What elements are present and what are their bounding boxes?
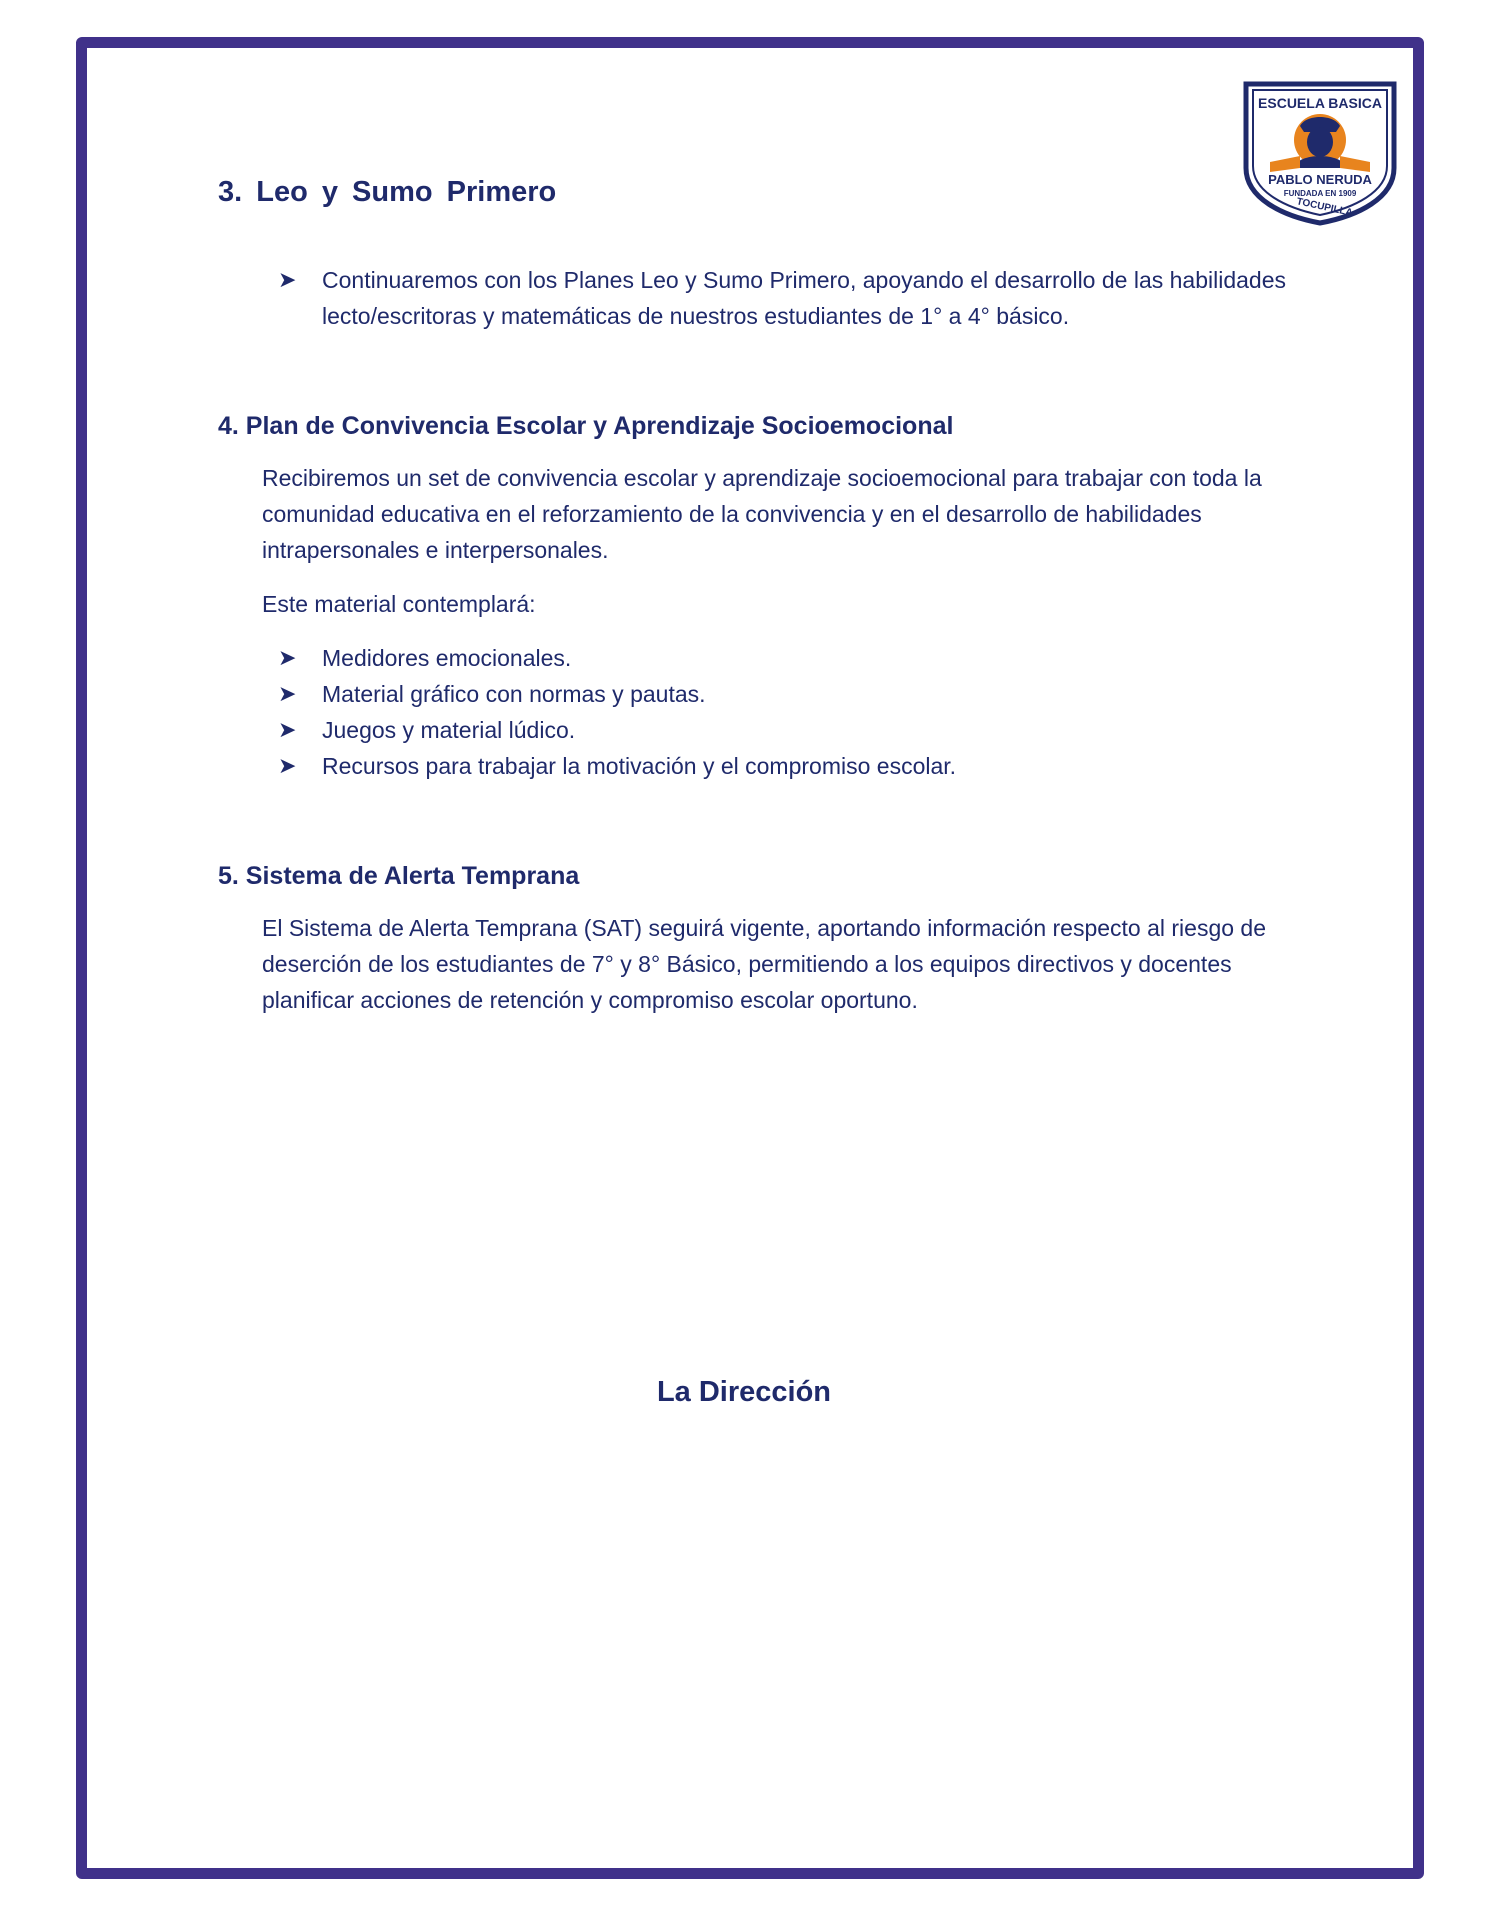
section-5-paragraph: El Sistema de Alerta Temprana (SAT) seguirá vigente, aportando información respecto al riesgo de deserción de los estudiantes de 7° y 8° Básico, permitiendo a los equipos directivos y docentes planificar acciones de retención y compromiso escolar oportuno. bbox=[262, 915, 1267, 1013]
logo-city: TOCUPILLA bbox=[1295, 196, 1354, 219]
logo-founded: FUNDADA EN 1909 bbox=[1283, 189, 1357, 198]
section-4-list bbox=[278, 640, 1278, 784]
arrow-bullet-icon: ➤ bbox=[278, 267, 297, 292]
arrow-bullet-icon: ➤ bbox=[278, 681, 297, 706]
arrow-bullet-icon: ➤ bbox=[278, 753, 297, 778]
school-logo bbox=[1240, 80, 1400, 226]
arrow-bullet-icon: ➤ bbox=[278, 645, 297, 670]
logo-name: PABLO NERUDA bbox=[1268, 172, 1372, 187]
section-5-heading: 5. Sistema de Alerta Temprana bbox=[218, 862, 580, 890]
section-4-heading: 4. Plan de Convivencia Escolar y Aprendizaje Socioemocional bbox=[218, 412, 954, 440]
list-item: ➤ Material gráfico con normas y pautas. bbox=[278, 676, 1278, 712]
section-4-paragraph: Recibiremos un set de convivencia escolar y aprendizaje socioemocional para trabajar con toda la comunidad educativa en el reforzamiento de la convivencia y en el desarrollo de habilidades intrapersonales e interpersonales. bbox=[262, 465, 1262, 563]
list-item: ➤ Recursos para trabajar la motivación y el compromiso escolar. bbox=[278, 748, 1278, 784]
logo-top-text: ESCUELA BASICA bbox=[1258, 95, 1382, 111]
list-item: ➤ Continuaremos con los Planes Leo y Sumo Primero, apoyando el desarrollo de las habilidades lecto/escritoras y matemáticas de nuestros estudiantes de 1° a 4° básico. bbox=[278, 262, 1288, 334]
section-3-heading: 3. Leo y Sumo Primero bbox=[218, 176, 557, 208]
section-4-intro: Este material contemplará: bbox=[262, 591, 536, 617]
list-item: ➤ Medidores emocionales. bbox=[278, 640, 1278, 676]
signature: La Dirección bbox=[656, 1376, 832, 1408]
list-item: ➤ Juegos y material lúdico. bbox=[278, 712, 1278, 748]
section-3-list bbox=[278, 262, 1288, 334]
arrow-bullet-icon: ➤ bbox=[278, 717, 297, 742]
